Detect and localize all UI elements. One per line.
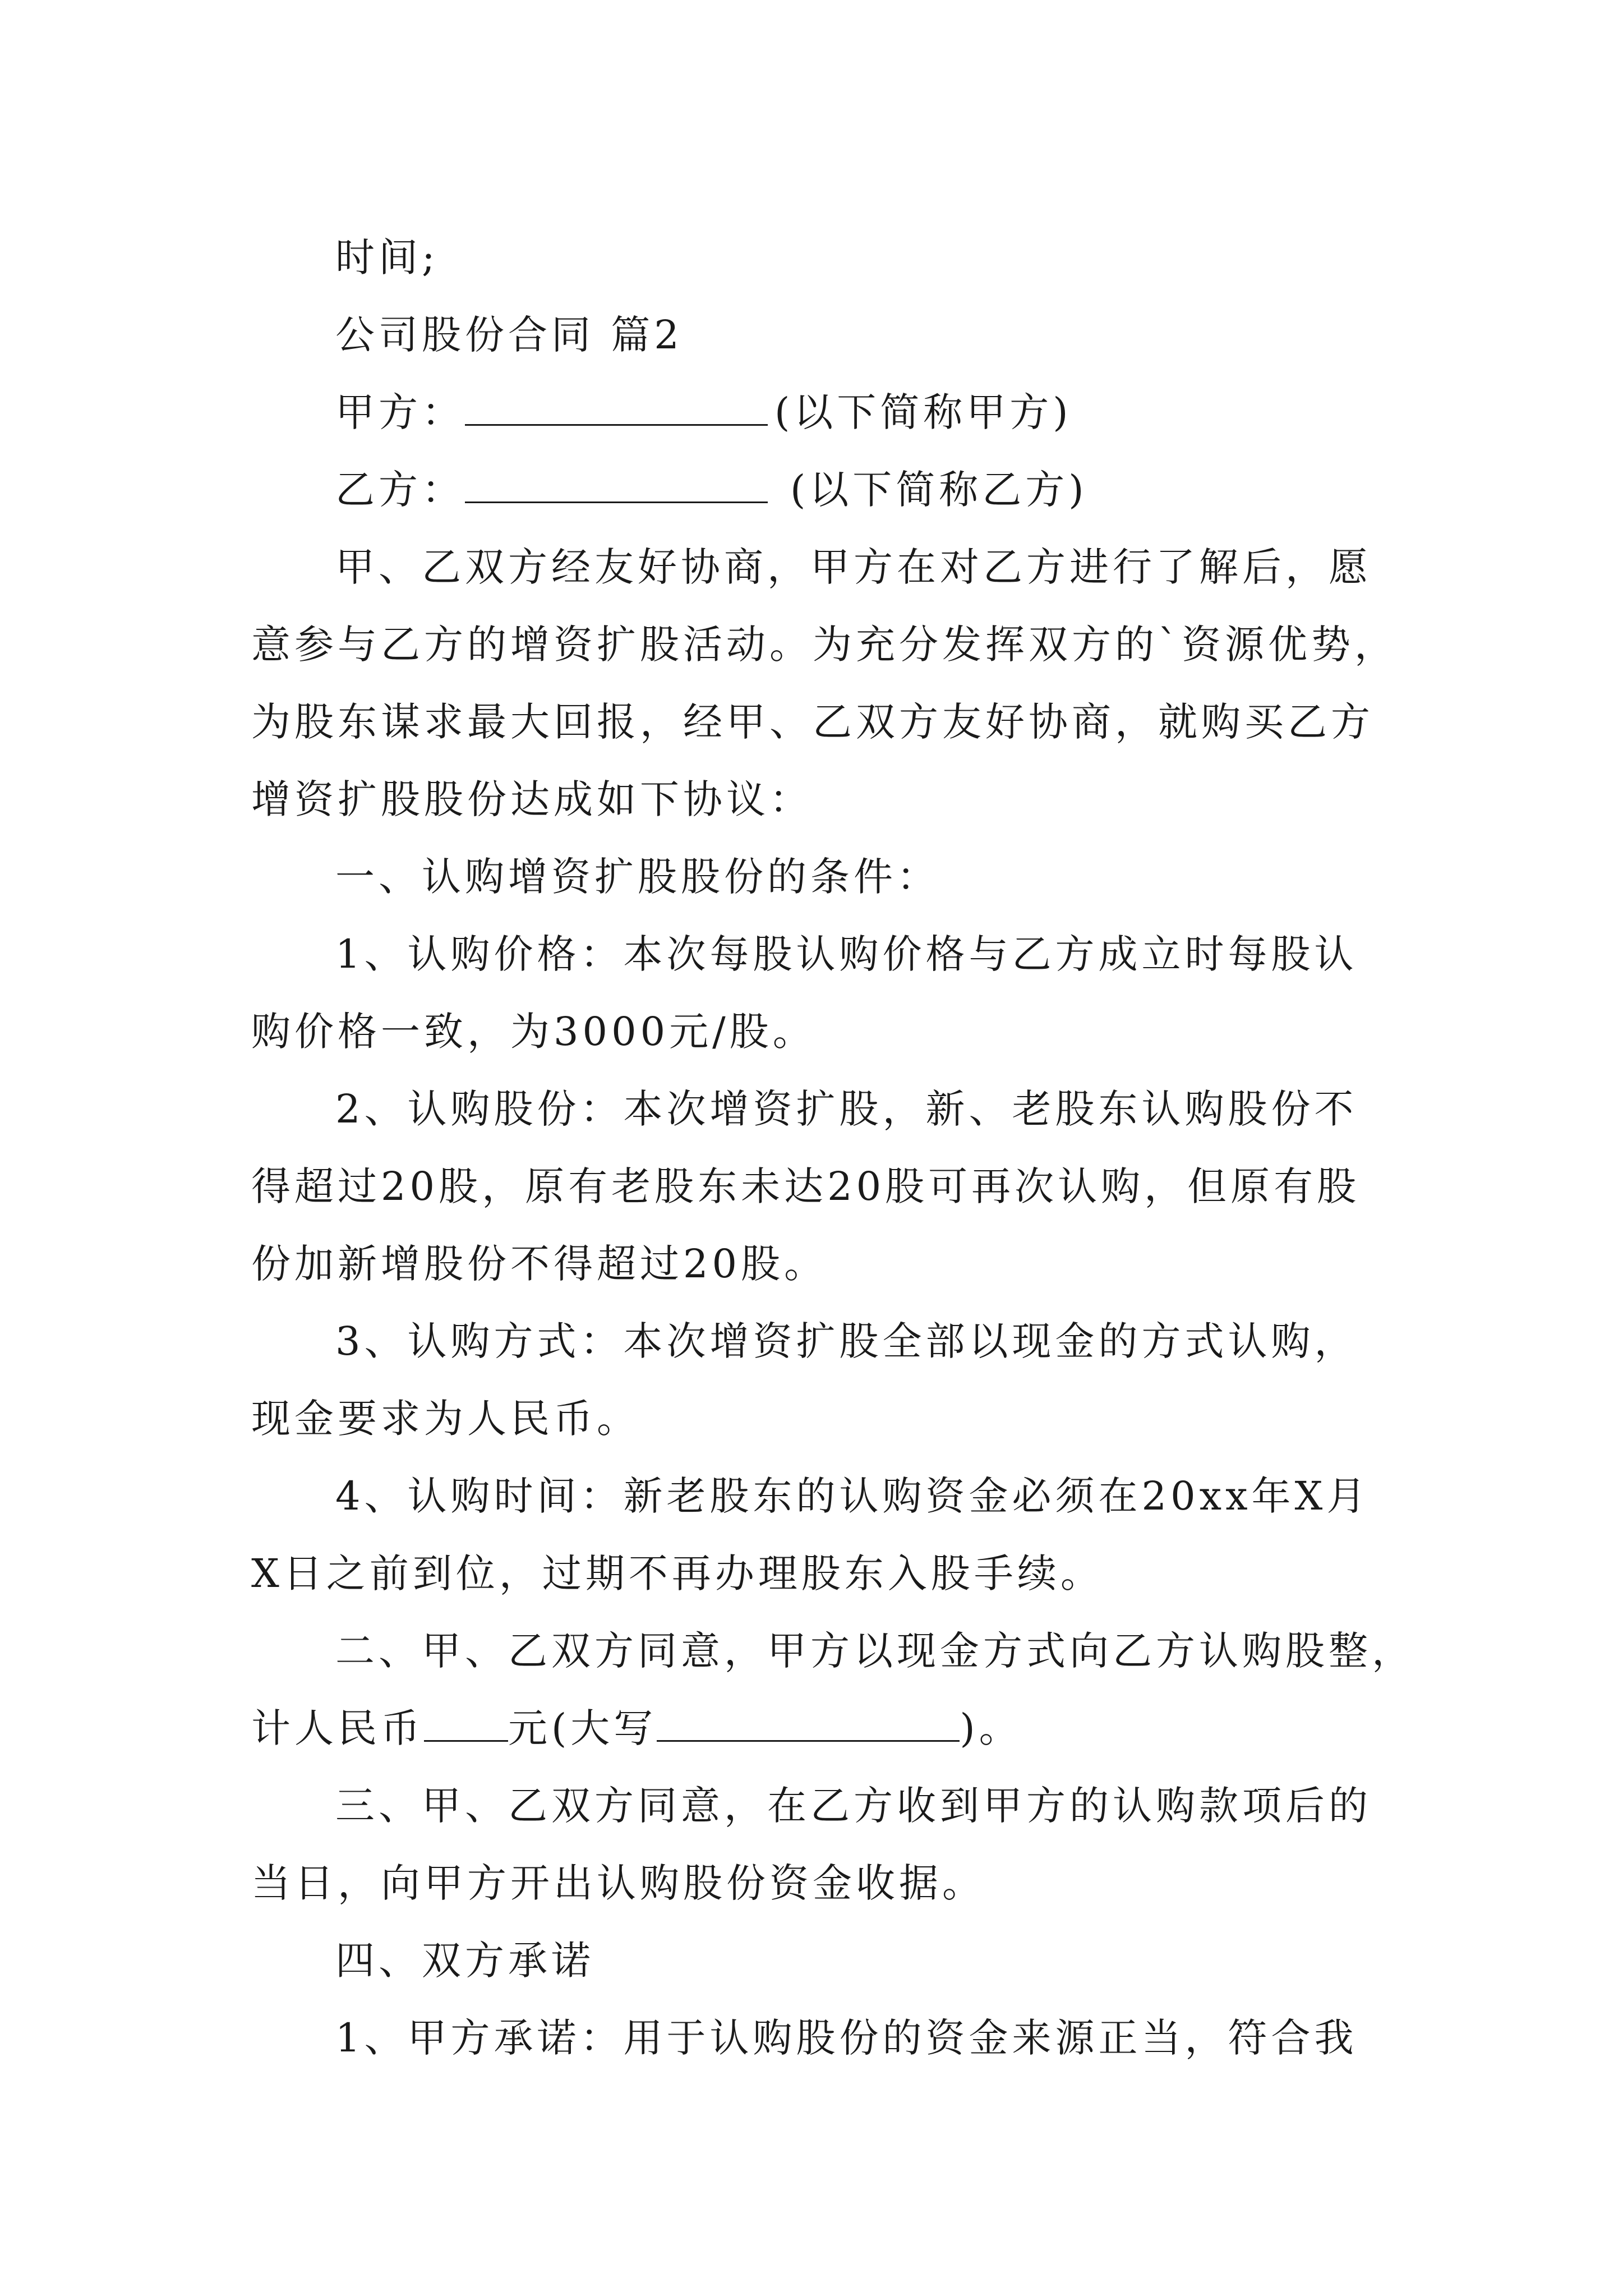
amount-suffix: )。 bbox=[960, 1705, 1022, 1751]
clause-1-2-line-1: 2、认购股份：本次增资扩股，新、老股东认购股份不 bbox=[335, 1086, 1358, 1132]
clause-1-1-line-2: 购价格一致，为3000元/股。 bbox=[251, 1009, 816, 1055]
clause-1-2-line-2: 得超过20股，原有老股东未达20股可再次认购，但原有股 bbox=[251, 1163, 1361, 1209]
party-a-label: 甲方： bbox=[335, 389, 465, 435]
intro-line-2: 意参与乙方的增资扩股活动。为充分发挥双方的`资源优势， bbox=[251, 622, 1398, 668]
document-body bbox=[251, 219, 1415, 2077]
intro-line-1: 甲、乙双方经友好协商，甲方在对乙方进行了解后，愿 bbox=[335, 544, 1372, 590]
intro-line-4: 增资扩股股份达成如下协议： bbox=[251, 776, 813, 822]
clause-2-line-1: 二、甲、乙双方同意，甲方以现金方式向乙方认购股整， bbox=[335, 1628, 1415, 1674]
party-a-note: (以下简称甲方) bbox=[774, 389, 1072, 435]
clause-1-4-line-1: 4、认购时间：新老股东的认购资金必须在20xx年X月 bbox=[335, 1473, 1370, 1519]
clause-1-1-line-1: 1、认购价格：本次每股认购价格与乙方成立时每股认 bbox=[335, 931, 1358, 977]
clause-1-4-line-2: X日之前到位，过期不再办理股东入股手续。 bbox=[251, 1550, 1104, 1596]
clause-2-line-2 bbox=[251, 1690, 1390, 1767]
paragraph-time: 时间; bbox=[335, 234, 439, 280]
intro-line-3: 为股东谋求最大回报，经甲、乙双方友好协商，就购买乙方 bbox=[251, 699, 1374, 745]
party-b-blank bbox=[465, 467, 768, 503]
section-title: 公司股份合同 篇2 bbox=[335, 312, 683, 358]
clause-3-line-1: 三、甲、乙双方同意，在乙方收到甲方的认购款项后的 bbox=[335, 1783, 1372, 1829]
party-b-label: 乙方： bbox=[335, 467, 465, 513]
clause-4-heading: 四、双方承诺 bbox=[335, 1938, 594, 1984]
clause-4-1-line-1: 1、甲方承诺：用于认购股份的资金来源正当，符合我 bbox=[335, 2015, 1358, 2061]
amount-upper-label: 元(大写 bbox=[508, 1705, 657, 1751]
clause-1-3-line-2: 现金要求为人民币。 bbox=[251, 1396, 640, 1442]
party-a-line bbox=[251, 374, 1390, 451]
party-b-note: (以下简称乙方) bbox=[790, 467, 1088, 513]
amount-prefix: 计人民币 bbox=[251, 1705, 424, 1751]
clause-3-line-2: 当日，向甲方开出认购股份资金收据。 bbox=[251, 1860, 985, 1906]
amount-blank bbox=[424, 1705, 508, 1742]
amount-upper-blank bbox=[657, 1705, 960, 1742]
clause-1-heading: 一、认购增资扩股股份的条件： bbox=[335, 854, 940, 900]
clause-1-2-line-3: 份加新增股份不得超过20股。 bbox=[251, 1241, 828, 1287]
party-b-line bbox=[251, 451, 1390, 528]
clause-1-3-line-1: 3、认购方式：本次增资扩股全部以现金的方式认购， bbox=[335, 1318, 1358, 1364]
party-a-blank bbox=[465, 389, 768, 426]
